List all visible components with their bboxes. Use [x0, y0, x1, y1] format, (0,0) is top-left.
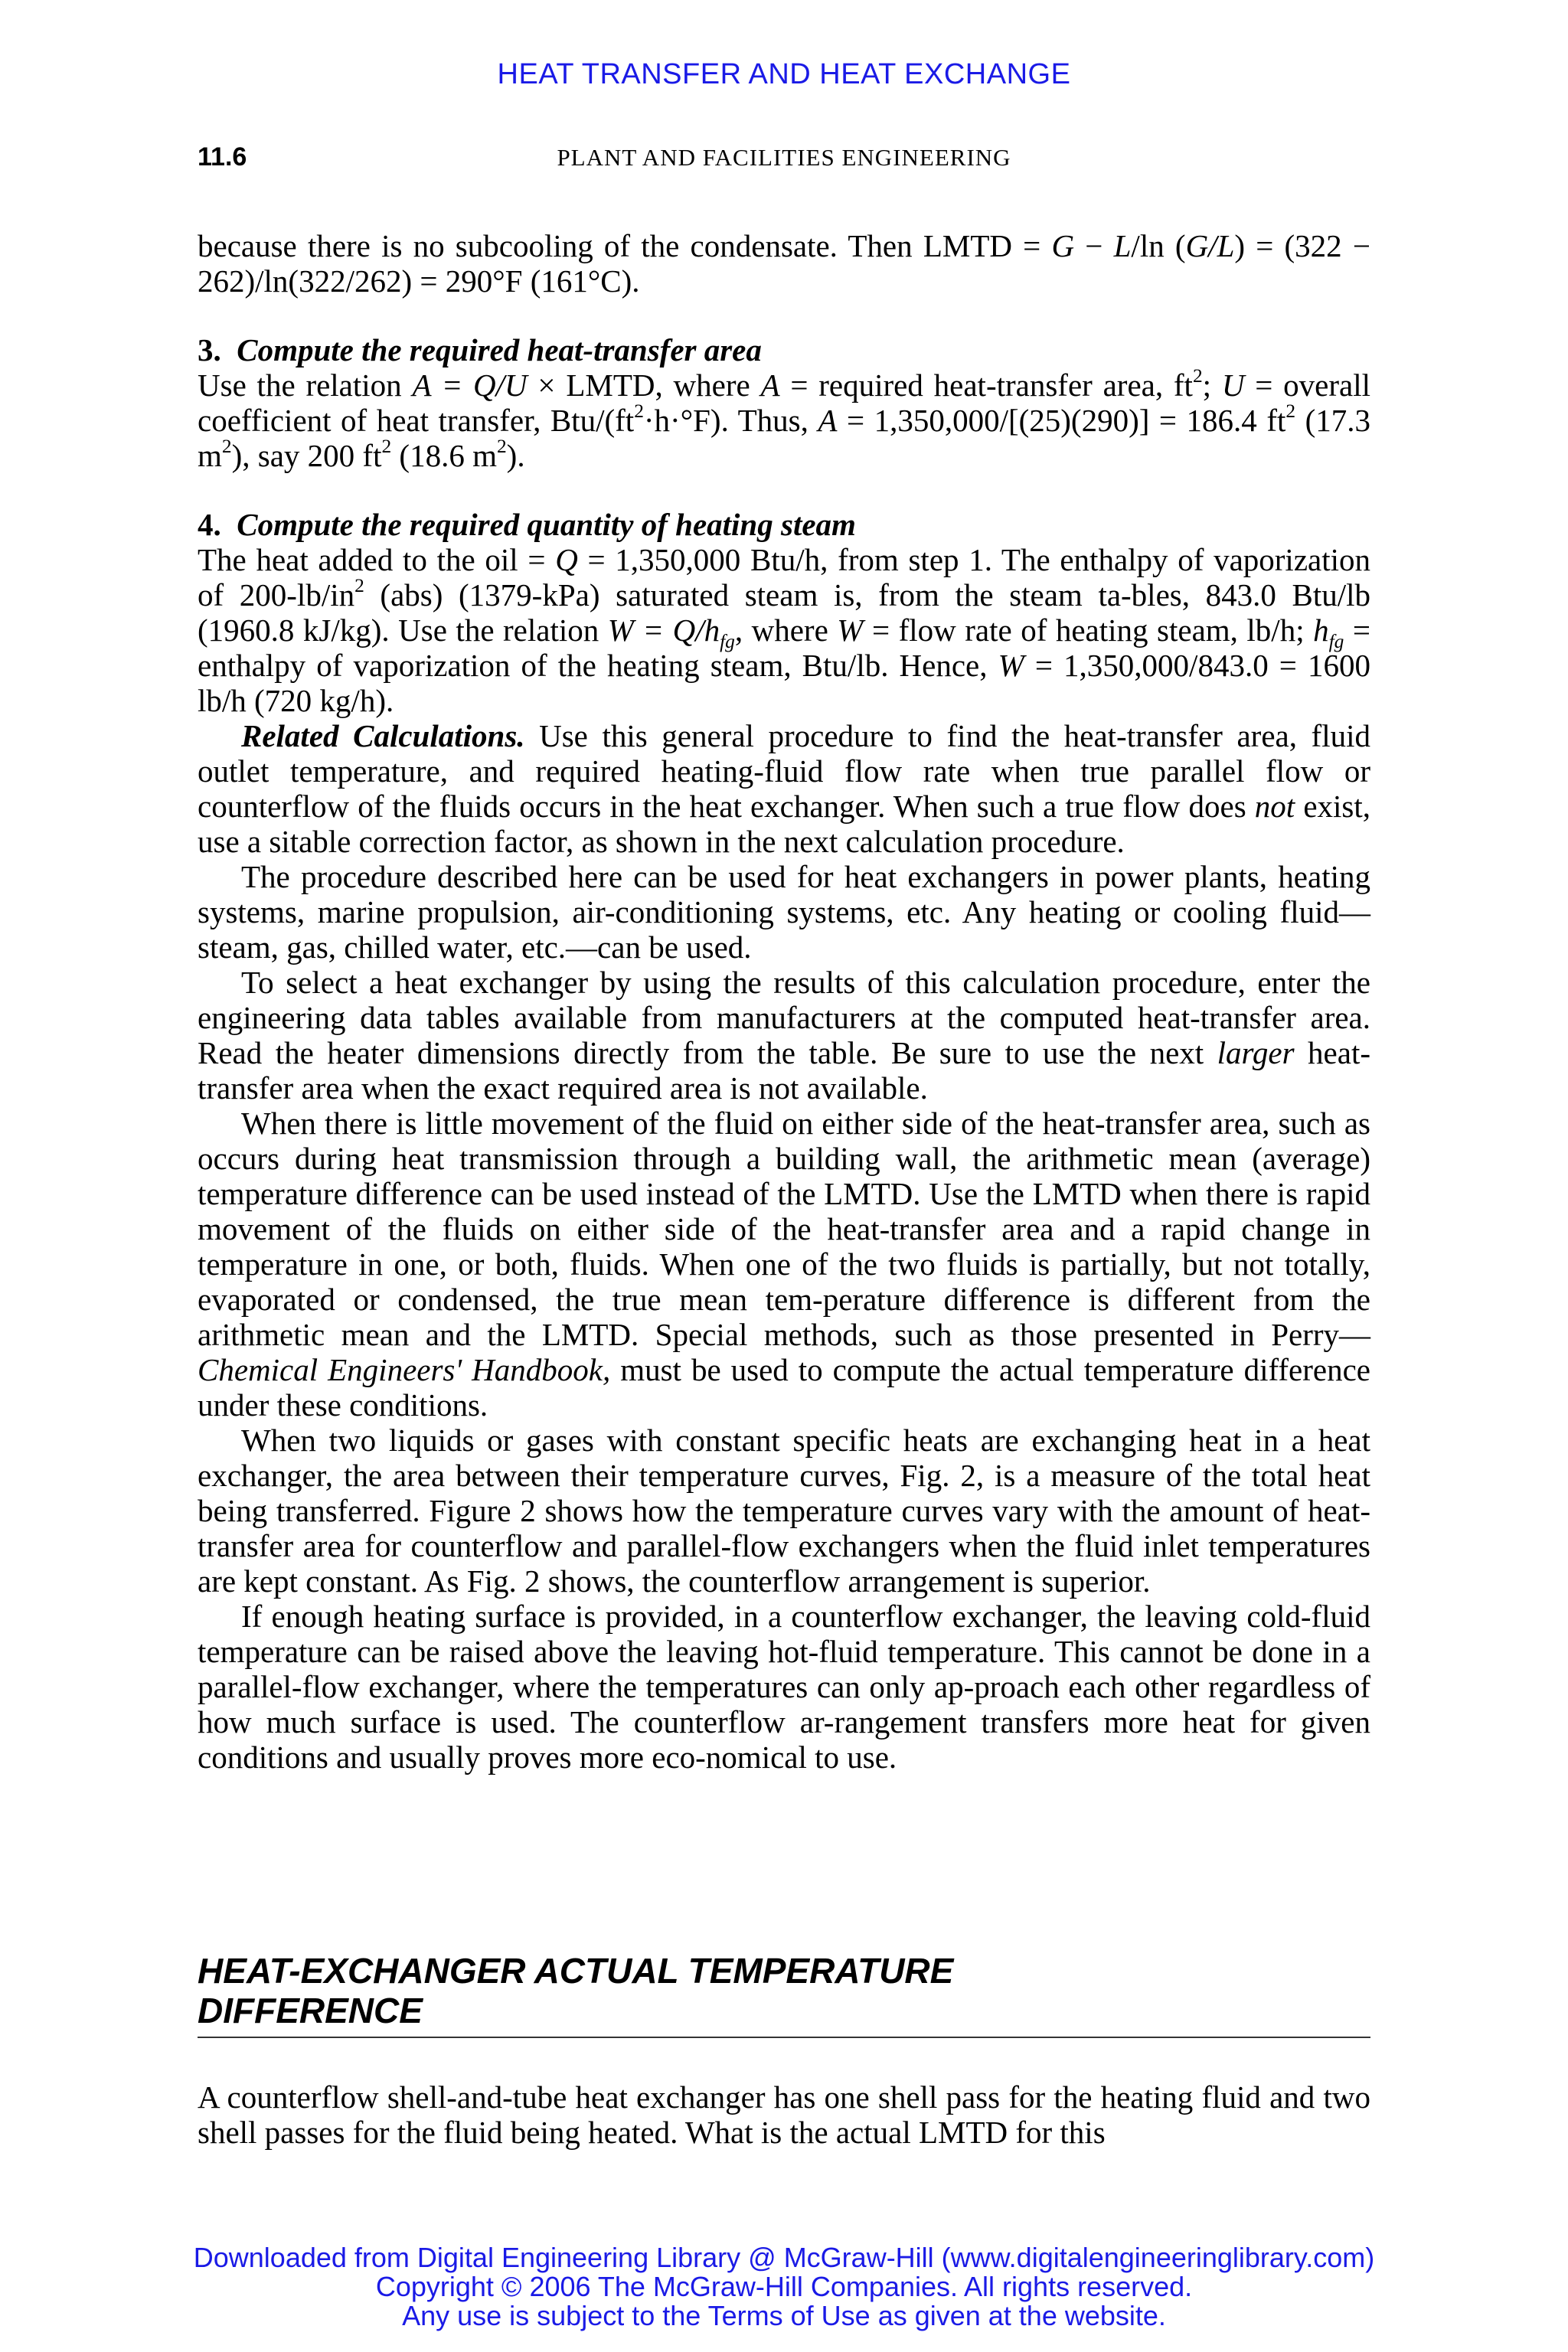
- section-heading: HEAT-EXCHANGER ACTUAL TEMPERATURE DIFFERENCE: [198, 1951, 954, 2030]
- footer-download-link[interactable]: Downloaded from Digital Engineering Library @ McGraw-Hill (www.digitalengineeringlibrary.com): [193, 2242, 1375, 2273]
- paragraph-two-liquids: When two liquids or gases with constant specific heats are exchanging heat in a heat exchanger, the area between their temperature curves, Fig. 2, is a measure of the total heat being transferred. Figure 2 shows how the temperature curves vary with the amount of heat-transfer area for counterflow and parallel-flow exchangers when the fluid inlet temperatures are kept constant. As Fig. 2 shows, the counterflow arrangement is superior.: [198, 1423, 1370, 1599]
- book-title: PLANT AND FACILITIES ENGINEERING: [557, 144, 1011, 171]
- paragraph-procedure: The procedure described here can be used for heat exchangers in power plants, heating systems, marine propulsion, air-conditioning systems, etc. Any heating or cooling fluid—steam, gas, chilled water, etc.—can be used.: [198, 859, 1370, 965]
- section-intro: A counterflow shell-and-tube heat exchanger has one shell pass for the heating fluid and two shell passes for the fluid being heated. What is the actual LMTD for this: [198, 2079, 1370, 2150]
- step-3-text: Use the relation A = Q/U × LMTD, where A = required heat-transfer area, $ft^2$; U = overall coefficient of heat transfer, Btu/$(ft^2\cdot h\cdot^\circ F)$. Thus, A = 1,350,000/[(25)(290)] = 186.4 $ft^2$ (17.3 $m^2$), say 200 $ft^2$ (18.6 $m^2$).: [198, 365, 1371, 473]
- step-3-heading: 3. Compute the required heat-transfer area: [198, 332, 762, 368]
- running-title: HEAT TRANSFER AND HEAT EXCHANGE: [497, 58, 1071, 90]
- footer-terms: Any use is subject to the Terms of Use as given at the website.: [402, 2300, 1166, 2331]
- section-divider: [198, 2037, 1370, 2038]
- footer-notice: [0, 2243, 1568, 2331]
- paragraph-select: To select a heat exchanger by using the results of this calculation procedure, enter the engineering data tables available from manufacturers at the computed heat-transfer area. Read the heater dimensions directly from the table. Be sure to use the next larger heat-transfer area when the exact required area is not available.: [198, 965, 1370, 1106]
- related-calculations-paragraph: Related Calculations. Use this general procedure to find the heat-transfer area, fluid outlet temperature, and required heating-fluid flow rate when true parallel flow or counterflow of the fluids occurs in the heat exchanger. When such a true flow does not exist, use a sitable correction factor, as shown in the next calculation procedure.: [198, 718, 1371, 859]
- paragraph-enough-surface: If enough heating surface is provided, in a counterflow exchanger, the leaving cold-fluid temperature can be raised above the leaving hot-fluid temperature. This cannot be done in a parallel-flow exchanger, where the temperatures can only ap-proach each other regardless of how much surface is used. The counterflow ar-rangement transfers more heat for given conditions and usually proves more eco-nomical to use.: [198, 1599, 1370, 1775]
- step-4-heading: 4. Compute the required quantity of heating steam: [198, 507, 856, 542]
- page-number: 11.6: [198, 142, 247, 172]
- paragraph-little-movement: When there is little movement of the fluid on either side of the heat-transfer area, such as occurs during heat transmission through a building wall, the arithmetic mean (average) temperature difference can be used instead of the LMTD. Use the LMTD when there is rapid movement of the fluids on either side of the heat-transfer area and a rapid change in temperature in one, or both, fluids. When one of the two fluids is partially, but not totally, evaporated or condensed, the true mean tem-perature difference is different from the arithmetic mean and the LMTD. Special methods, such as those presented in Perry—Chemical Engineers' Handbook, must be used to compute the actual temperature difference under these conditions.: [198, 1106, 1370, 1423]
- body-text: [198, 228, 1370, 1775]
- paragraph-lmtd: because there is no subcooling of the condensate. Then LMTD = G − L/ln (G/L) = (322 − 262)/ln(322/262) = 290°F (161°C).: [198, 228, 1371, 299]
- step-4-text: The heat added to the oil = Q = 1,350,000 Btu/h, from step 1. The enthalpy of vaporization of $200-lb/in^2$ (abs) (1379-kPa) saturated steam is, from the steam ta-bles, 843.0 Btu/lb (1960.8 kJ/kg). Use the relation $W = Q/h_{fg}$, where W = flow rate of heating steam, lb/h; $h_{fg}$ = enthalpy of vaporization of the heating steam, Btu/lb. Hence, W = 1,350,000/843.0 = 1600 lb/h (720 kg/h).: [198, 542, 1371, 718]
- footer-copyright: Copyright © 2006 The McGraw-Hill Companies. All rights reserved.: [375, 2271, 1193, 2302]
